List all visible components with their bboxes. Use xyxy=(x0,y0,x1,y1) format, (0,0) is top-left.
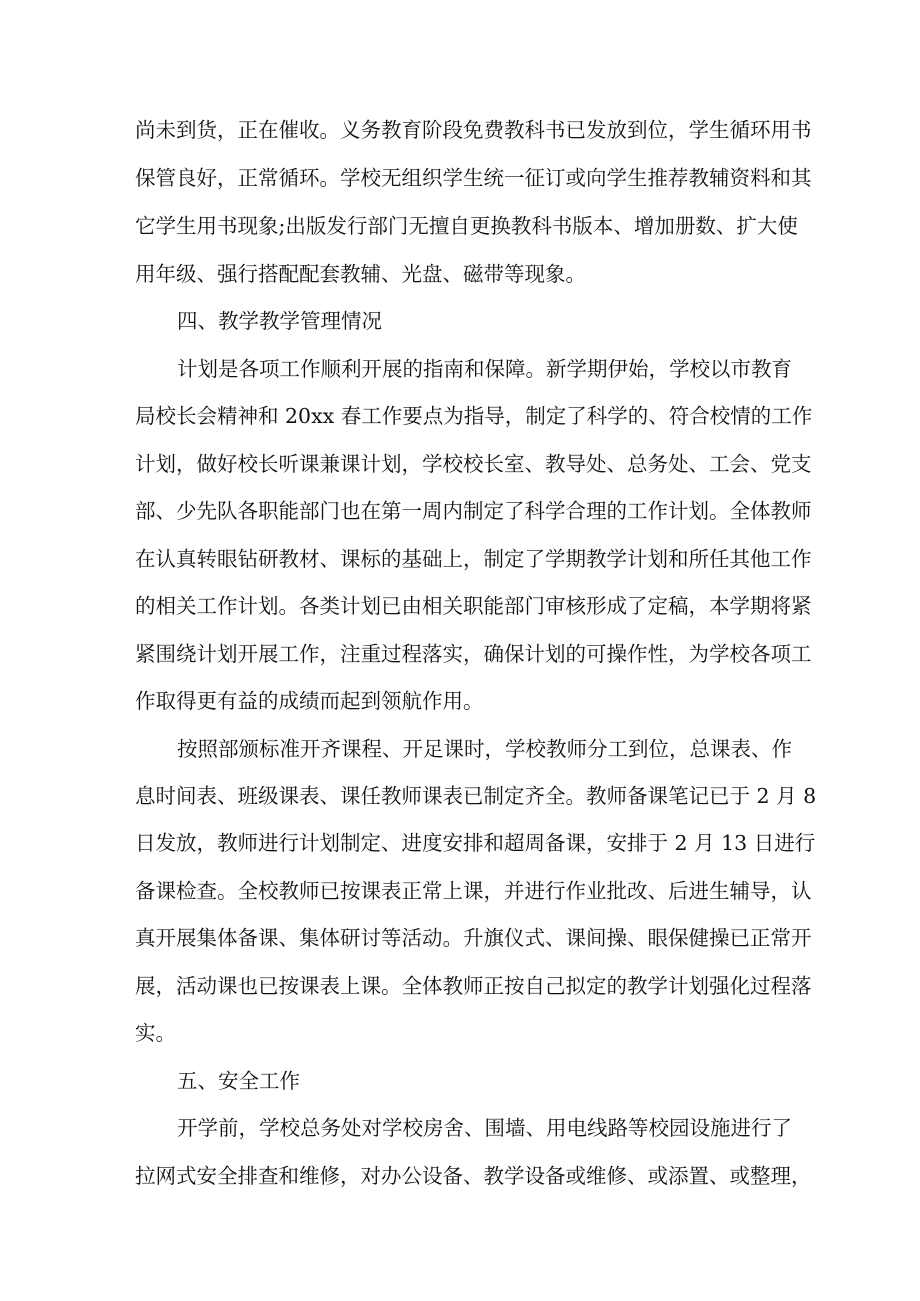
paragraph-line: 日发放，教师进行计划制定、进度安排和超周备课，安排于 2 月 13 日进行 xyxy=(135,831,816,855)
paragraph-line: 作取得更有益的成绩而起到领航作用。 xyxy=(135,689,484,713)
paragraph-line: 用年级、强行搭配配套教辅、光盘、磁带等现象。 xyxy=(135,262,586,286)
paragraph-line: 真开展集体备课、集体研讨等活动。升旗仪式、课间操、眼保健操已正常开 xyxy=(135,926,812,950)
paragraph-line: 息时间表、班级课表、课任教师课表已制定齐全。教师备课笔记已于 2 月 8 xyxy=(135,784,817,808)
paragraph-line: 在认真转眼钻研教材、课标的基础上，制定了学期教学计划和所任其他工作 xyxy=(135,547,812,571)
paragraph-line: 展，活动课也已按课表上课。全体教师正按自己拟定的教学计划强化过程落 xyxy=(135,974,812,998)
paragraph-line: 开学前，学校总务处对学校房舍、围墙、用电线路等校园设施进行了 xyxy=(177,1116,792,1140)
paragraph-line: 实。 xyxy=(135,1021,176,1045)
paragraph-line: 紧围绕计划开展工作，注重过程落实，确保计划的可操作性，为学校各项工 xyxy=(135,642,812,666)
paragraph-line: 计划，做好校长听课兼课计划，学校校长室、教导处、总务处、工会、党支 xyxy=(135,452,812,476)
paragraph-line: 按照部颁标准开齐课程、开足课时，学校教师分工到位，总课表、作 xyxy=(177,737,792,761)
paragraph-line: 它学生用书现象;出版发行部门无擅自更换教科书版本、增加册数、扩大使 xyxy=(135,214,798,238)
paragraph-line: 部、少先队各职能部门也在第一周内制定了科学合理的工作计划。全体教师 xyxy=(135,499,812,523)
paragraph-line: 备课检查。全校教师已按课表正常上课，并进行作业批改、后进生辅导，认 xyxy=(135,879,812,903)
paragraph-line: 拉网式安全排查和维修，对办公设备、教学设备或维修、或添置、或整理， xyxy=(135,1164,812,1188)
section-heading: 五、安全工作 xyxy=(177,1069,300,1093)
paragraph-line: 局校长会精神和 20xx 春工作要点为指导，制定了科学的、符合校情的工作 xyxy=(135,404,813,428)
paragraph-line: 保管良好，正常循环。学校无组织学生统一征订或向学生推荐教辅资料和其 xyxy=(135,166,812,190)
paragraph-line: 尚未到货，正在催收。义务教育阶段免费教科书已发放到位，学生循环用书 xyxy=(135,118,812,142)
paragraph-line: 计划是各项工作顺利开展的指南和保障。新学期伊始，学校以市教育 xyxy=(177,357,792,381)
section-heading: 四、教学教学管理情况 xyxy=(177,309,382,333)
paragraph-line: 的相关工作计划。各类计划已由相关职能部门审核形成了定稿，本学期将紧 xyxy=(135,594,812,618)
